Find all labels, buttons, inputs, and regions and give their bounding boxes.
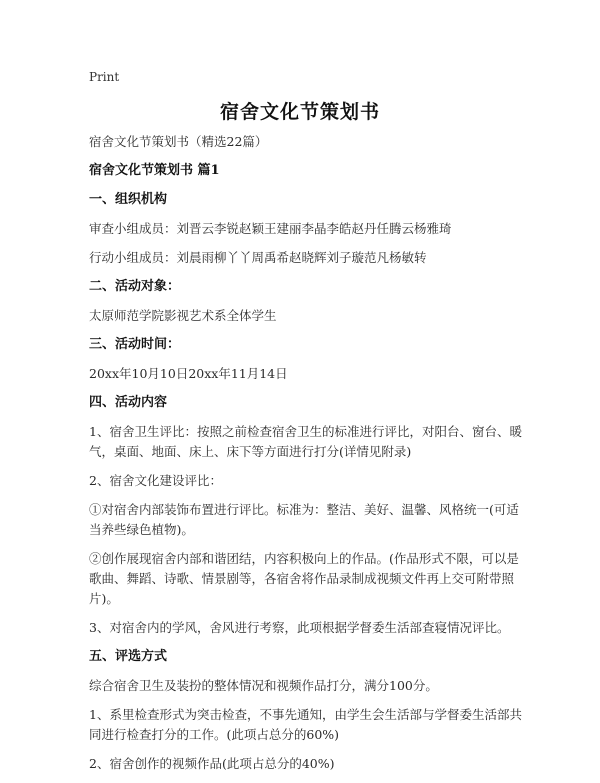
section-heading-target: 二、活动对象：: [89, 279, 181, 294]
document-body: [89, 132, 525, 783]
content-item-culture: 2、宿舍文化建设评比：: [89, 473, 222, 488]
document-title: 宿舍文化节策划书: [219, 101, 380, 123]
section-heading-organization: 一、组织机构: [89, 192, 168, 207]
content-subitem-decoration: ①对宿舍内部装饰布置进行评比。标准为：整洁、美好、温馨、风格统一(可适当养些绿色植物)。: [89, 502, 519, 537]
content-item-study-style: 3、对宿舍内的学风，舍风进行考察，此项根据学督委生活部查寝情况评比。: [89, 620, 510, 635]
section-heading-article-1: 宿舍文化节策划书 篇1: [89, 163, 220, 178]
section-heading-evaluation: 五、评选方式: [89, 649, 168, 664]
print-label[interactable]: Print: [89, 70, 120, 84]
evaluation-item-inspection: 1、系里检查形式为突击检查，不事先通知，由学生会生活部与学督委生活部共同进行检查打分的工作。(此项占总分的60%): [89, 707, 522, 742]
section-heading-content: 四、活动内容: [89, 395, 168, 410]
content-subitem-creation: ②创作展现宿舍内部和谐团结，内容积极向上的作品。(作品形式不限，可以是歌曲、舞蹈、诗歌、情景剧等，各宿舍将作品录制成视频文件再上交可附带照片)。: [89, 551, 519, 606]
event-time: 20xx年10月10日20xx年11月14日: [89, 366, 288, 381]
doc-subtitle: 宿舍文化节策划书（精选22篇）: [89, 134, 268, 149]
evaluation-item-video: 2、宿舍创作的视频作品(此项占总分的40%): [89, 756, 335, 771]
action-team-members: 行动小组成员：刘晨雨柳丫丫周禹希赵晓辉刘子璇范凡杨敏转: [89, 250, 427, 265]
review-team-members: 审查小组成员：刘晋云李锐赵颖王建丽李晶李皓赵丹任腾云杨雅琦: [89, 221, 452, 236]
target-audience: 太原师范学院影视艺术系全体学生: [89, 308, 277, 323]
content-item-hygiene: 1、宿舍卫生评比：按照之前检查宿舍卫生的标准进行评比，对阳台、窗台、暖气，桌面、地面、床上、床下等方面进行打分(详情见附录): [89, 424, 522, 459]
evaluation-summary: 综合宿舍卫生及装扮的整体情况和视频作品打分，满分100分。: [89, 678, 438, 693]
section-heading-time: 三、活动时间：: [89, 337, 181, 352]
